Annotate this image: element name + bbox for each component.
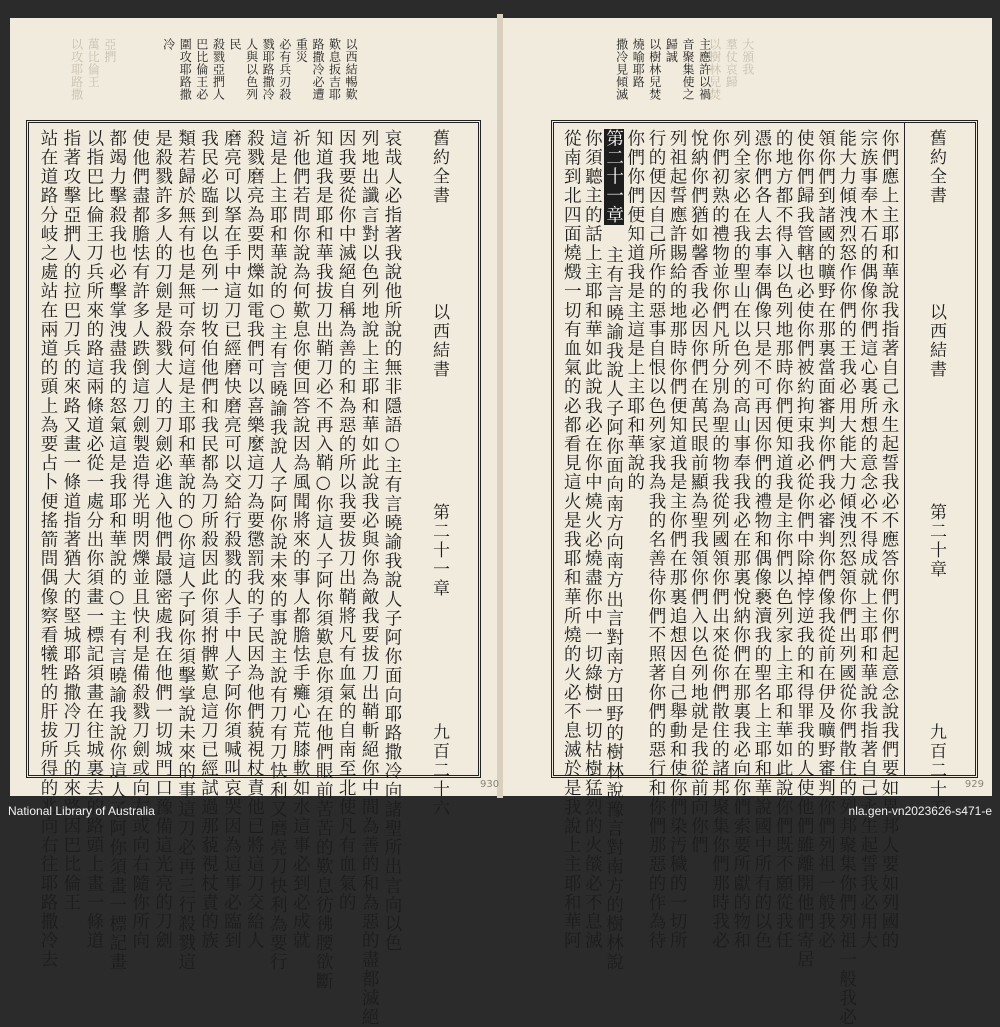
left-margin-note: 人與以色列 — [244, 38, 259, 101]
right-pencil-page-mark: 929 — [964, 779, 984, 790]
left-margin-note: 歎息扳吉耶 — [327, 38, 342, 101]
left-text-column: 使他們盡都膽怯有許多人跌倒這刀劍製造得光明閃爍並且快利是備殺戮刀劍或向左或向右隨你所向 — [129, 129, 150, 951]
right-margin-note: 音聚集使之 — [680, 38, 695, 101]
left-header-book: 以西結書 — [429, 303, 449, 379]
right-margin-note: 燒喻耶路 — [631, 38, 646, 88]
right-text-column: 使你們歸我管轄也必使你們被約拘束我必從你們中除掉悖逆我的和得罪我的人使他們雖離開他們寄居 — [794, 129, 815, 970]
left-pencil-page-mark: 930 — [480, 779, 500, 790]
right-text-column: 列祖起誓應許賜給的地那時你們便知道我是主你們在那裏追想因自己舉動和使你們染汚穢的一切所 — [667, 129, 688, 951]
left-margin-note: 巴比倫王必 — [194, 38, 209, 101]
right-text-column: 第二十一章 主有言曉諭我說人子阿你面向南方向南方出言對南方田野的樹林說豫言對南方的樹林說 — [603, 129, 624, 972]
left-running-header — [408, 123, 478, 818]
left-text-column: 站在道路分岐之處站在兩道的頭上為要占卜便搖箭問偶像察看犧牲的肝拔所得的兆向右往耶路撒冷去 — [37, 129, 58, 970]
right-text-column: 列全家必在我的聖山在以色列的高山事奉我我必在那裏悅納你們在那裏我必向你們索要所獻的物和 — [730, 129, 751, 951]
left-text-column: 類若歸於無有也是無可奈何這是主耶和華說的○你這人子阿你須擊掌說未來的事這刀必再三行殺戮這 — [175, 129, 196, 972]
right-margin-note: 歸誠 — [664, 38, 679, 63]
right-text-column: 的地方都不得入以色列地那時你們便知道我是主你們以色列家上主耶和華如此說你們既不願從我任 — [773, 129, 794, 951]
right-text-column: 領你們到諸國的曠野在那裏當面審判你們我必審判你們像我從前在伊及曠野審判你們列祖一般我必 — [815, 129, 836, 951]
left-margin-note: 以西結𣈱歎 — [344, 38, 359, 101]
footer-identifier: nla.gen-vn2023626-s471-e — [848, 804, 992, 818]
left-text-column: 因我要從你中滅絕自稱為善的和為惡的所以我要拔刀出鞘將凡有血氣的自南至北使凡有血氣的 — [336, 129, 357, 913]
footer-library-name: National Library of Australia — [8, 804, 155, 818]
left-text-column: 我民必臨到以色列一切牧伯他們和我民都為刀所殺因此你須拊髀歎息這刀已經試過那藐視杖責的族 — [198, 129, 219, 951]
right-text-column: 悅納你們猶如馨香我必因你們在萬民眼前顯為聖我領你們入以色列地就是我從前向你們 — [688, 129, 709, 855]
right-text-column: 你們初熟的禮物並你們凡所分別為聖的物我從列國領你們出來從你們散住的諸邦聚集你們那時我必 — [709, 129, 730, 951]
left-ghost-note: 萬比倫王 — [86, 38, 101, 88]
right-text-column: 你們應上主耶和華說我指著自己永生起誓我必不應答你們你們起意念說我們要如異邦人要如列國的 — [879, 129, 899, 951]
left-text-column: 這是上主耶和華說的○主有言曉諭我說人子阿你說未來的事說主說有刀有刀快利又磨亮刀快利為要行 — [267, 129, 288, 972]
right-margin-note: 以樹林兒焚 — [647, 38, 662, 101]
right-body-text — [558, 127, 899, 1027]
right-margin-note: 主應許以禍 — [697, 38, 712, 101]
left-ghost-note: 以攻耶路撒 — [69, 38, 84, 101]
right-text-column: 你須聽主的話上主耶和華如此說我必在你中燒火必燒盡你中一切綠樹一切枯樹猛烈的火燄必不息滅 — [582, 129, 603, 951]
chapter-heading-marker: 第二十一章 — [603, 129, 624, 225]
right-text-column: 行的便因自己所作的惡事自恨以色列家我為我的名善待你們不照著你們的惡行和你們那惡的作為待 — [645, 129, 666, 951]
left-text-column: 哀哉人必指著我說他所說的無非隱語○主有言曉諭我說人子阿你面向耶路撒冷向諸聖所出言向以色 — [382, 129, 402, 953]
right-ghost-note: 以樹林兒焚 — [707, 38, 722, 101]
left-text-column: 指著攻擊亞捫人的拉巴刀兵的來路又畫一條道指著猶大的堅城耶路撒冷刀兵的來路因巴比倫王 — [60, 129, 81, 913]
right-margin-note: 撒冷見傾滅 — [614, 38, 629, 101]
left-margin-note: 重災 — [294, 38, 309, 63]
left-ghost-note: 亞捫 — [102, 38, 117, 63]
left-text-column: 知道我是耶和華我拔刀出鞘刀必不再入鞘○你這人子阿你須歎息你須在他們眼前苦苦的歎息彷彿腰欲斷 — [313, 129, 334, 991]
left-header-chapter: 第二十一章 — [429, 503, 449, 598]
archive-footer — [0, 798, 1000, 824]
left-margin-notes — [162, 38, 357, 101]
left-margin-note: 民 — [227, 38, 242, 51]
right-header-chapter: 第二十章 — [926, 503, 946, 579]
right-text-column: 從南到北四面燒燬一切有血氣的必都看見這火是我耶和華所燒的火必不息滅於是我說上主耶和華阿 — [561, 129, 582, 951]
left-text-column: 殺戮磨亮為要閃爍如電我們可以喜樂麼這刀為要懲罰我的子民因為他們藐視杖責他已將這刀交給人 — [244, 129, 265, 951]
left-text-column: 磨亮可以拏在手中這刀已經磨快磨亮可以交給行殺戮的人手中人子阿你須喊叫哀哭因為這事必臨到 — [221, 129, 242, 951]
left-header-page-number: 九百二十六 — [429, 723, 449, 818]
left-text-column: 都竭力擊殺我也必擊掌洩盡我的怒氣這是我耶和華說的○主有言曉諭我說你這人子阿你須畫一標記畫 — [106, 129, 127, 972]
right-text-column: 憑你們各人去事奉偶像只是不可再因你們的禮物和偶像褻瀆我的聖名上主耶和華說國中所有的以色 — [751, 129, 772, 951]
left-header-title: 舊約全書 — [429, 129, 449, 205]
left-text-column: 以指巴比倫王刀兵所來的路這兩條道必從一處分出你須畫一標記須畫在往城裏去的路頭上畫一條道 — [83, 129, 104, 951]
right-text-column: 宗族事奉木石的偶像你們這心裏所想的意念必不得成就上主耶和華說我指著自己永生起誓我必用大 — [857, 129, 878, 951]
right-ghost-note: 大頒我 — [740, 38, 755, 76]
left-ghost-notes — [70, 38, 116, 101]
left-margin-note: 戮耶路撒冷 — [261, 38, 276, 101]
left-margin-note: 冷 — [161, 38, 176, 51]
left-text-column: 祈他們若問你說為何歎息你便回答說因為風聞將來的事人都膽怯手癱心荒膝軟如水這事必到必成就 — [290, 129, 311, 951]
right-ghost-note: 羣仗哀歸 — [724, 38, 739, 88]
left-margin-note: 圍攻耶路撒 — [178, 38, 193, 101]
right-text-column: 你們你們便知道我是主這是上主耶和華說的 — [624, 129, 645, 492]
right-header-title: 舊約全書 — [926, 129, 946, 205]
right-ghost-notes — [708, 38, 754, 101]
left-text-column: 是殺戮許多人的刀劍是殺戮大人的刀劍必進入他們最隱密處我在他們一切城門口豫備這光亮的刀劍 — [152, 129, 173, 951]
right-header-book: 以西結書 — [926, 303, 946, 379]
right-header-page-number: 九百二十五 — [926, 723, 946, 818]
left-text-column: 列地出讖言對以色列地說上主耶和華如此說我必與你為敵我要拔刀出鞘斬絕你中間為善的和為惡的盡都滅絕 — [359, 129, 380, 1027]
right-margin-notes — [615, 38, 711, 101]
left-margin-note: 殺戮亞捫人 — [211, 38, 226, 101]
left-margin-note: 路撒冷必遭 — [310, 38, 325, 101]
right-text-column: 能大力傾洩烈怒作你們的王我必用大能大力傾洩烈怒領你們出列國從你們散住的列邦聚集你們列祖一般我必 — [836, 129, 857, 1027]
left-margin-note: 必有兵刃殺 — [277, 38, 292, 101]
